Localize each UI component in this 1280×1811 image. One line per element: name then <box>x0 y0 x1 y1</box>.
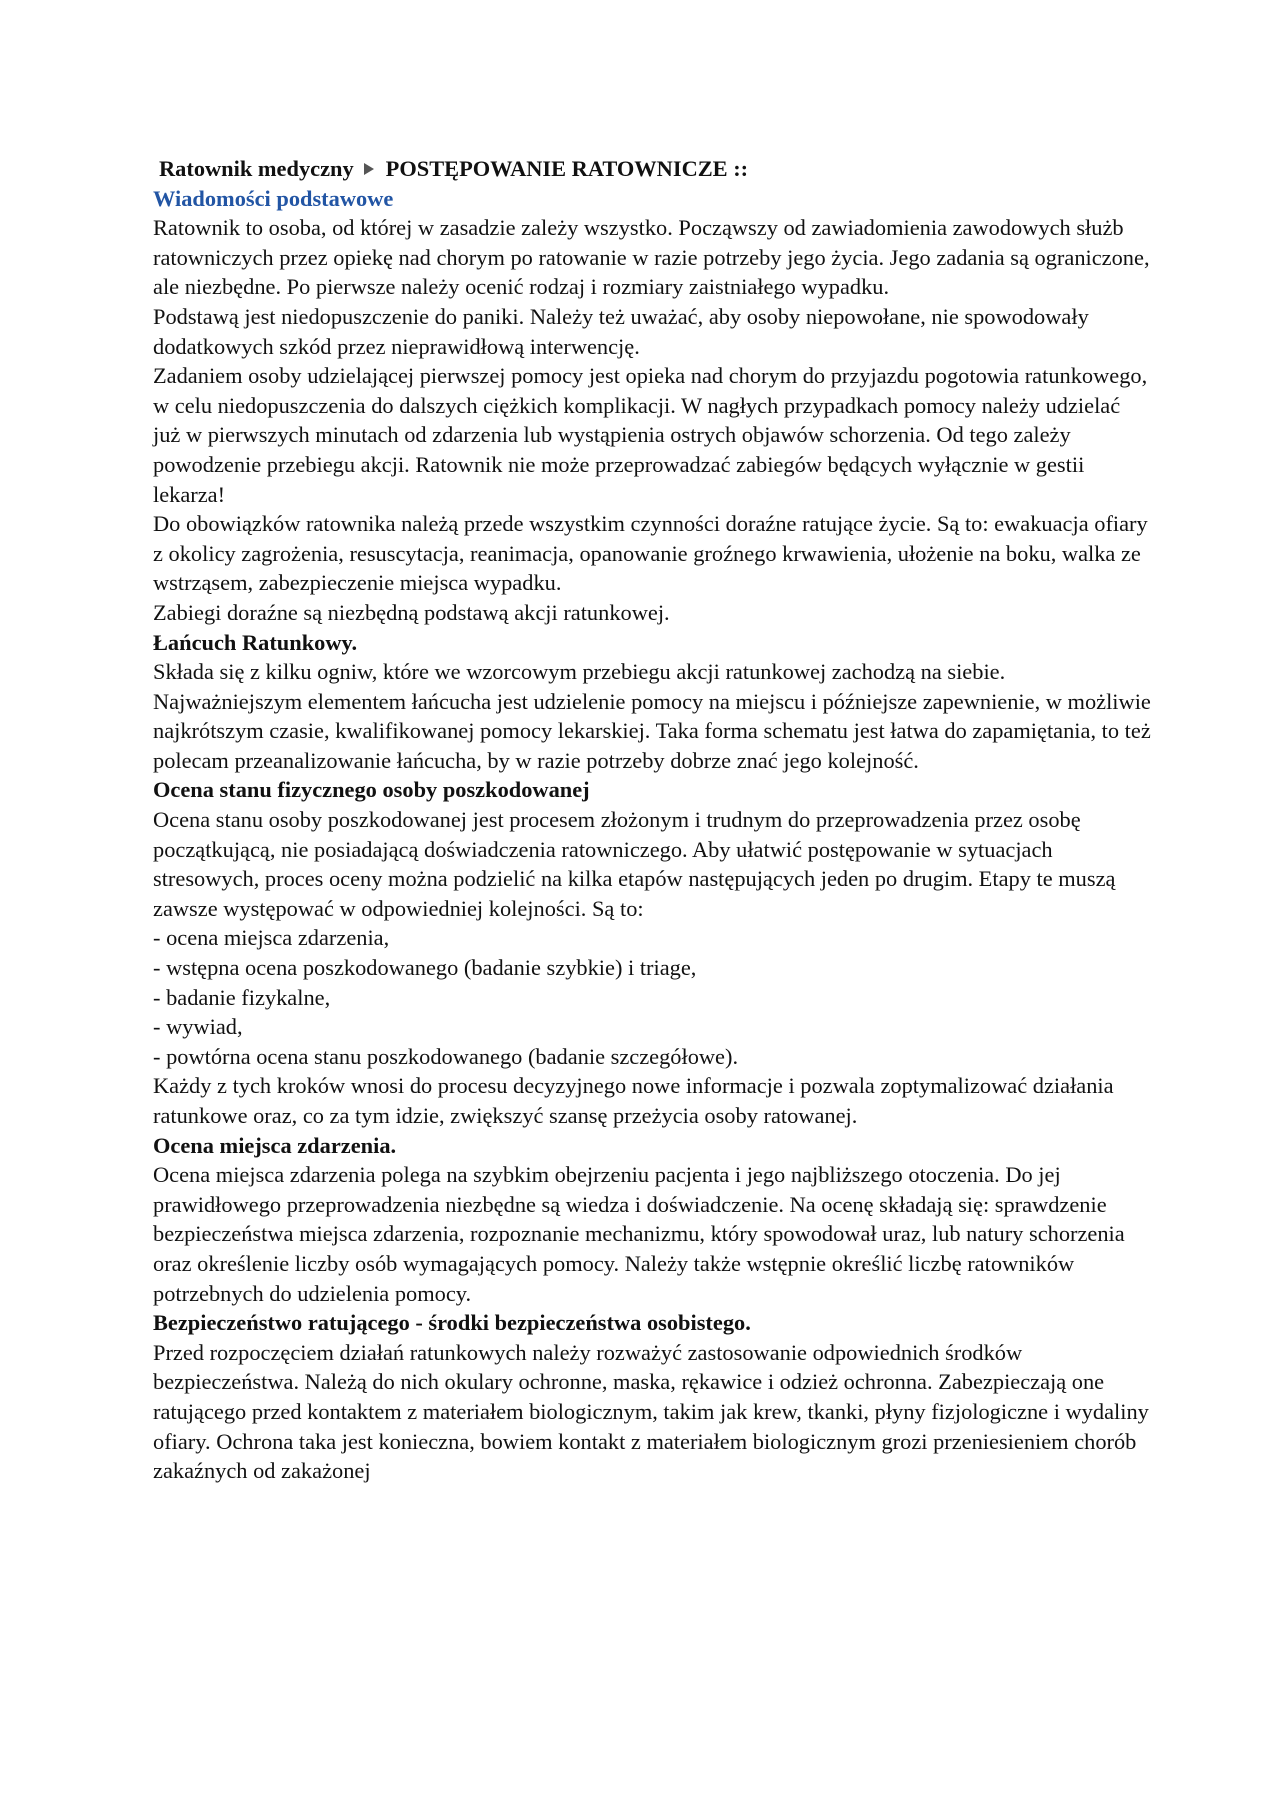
breadcrumb-section[interactable]: Ratownik medyczny <box>159 156 354 181</box>
paragraph-duties: Do obowiązków ratownika należą przede wszystkim czynności doraźne ratujące życie. Są to: ewakuacja ofiary z okolicy zagrożenia, resuscytacja, reanimacja, opanowanie groźnego krwawienia, ułożenie na boku, walka ze wstrząsem, zabezpieczenie miejsca wypadku. <box>153 511 1148 596</box>
paragraph-scene: Ocena miejsca zdarzenia polega na szybkim obejrzeniu pacjenta i jego najbliższego otoczenia. Do jej prawidłowego przeprowadzenia niezbędne są wiedza i doświadczenie. Na ocenę składają się: sprawdzenie bezpieczeństwa miejsca zdarzenia, rozpoznanie mechanizmu, który spowodował uraz, lub natury schorzenia oraz określenie liczby osób wymagających pomocy. Należy także wstępnie określić liczbę ratowników potrzebnych do udzielenia pomocy. <box>153 1162 1125 1306</box>
document-page <box>153 154 1153 1486</box>
heading-scene: Ocena miejsca zdarzenia. <box>153 1132 397 1158</box>
breadcrumb <box>153 154 1153 184</box>
triangle-right-icon <box>364 163 374 175</box>
list-item: - powtórna ocena stanu poszkodowanego (badanie szczegółowe). <box>153 1042 1153 1072</box>
heading-assessment: Ocena stanu fizycznego osoby poszkodowanej <box>153 777 590 803</box>
list-item: - ocena miejsca zdarzenia, <box>153 923 1153 953</box>
heading-safety: Bezpieczeństwo ratującego - środki bezpieczeństwa osobistego. <box>153 1310 751 1336</box>
paragraph-intro: Ratownik to osoba, od której w zasadzie zależy wszystko. Począwszy od zawiadomienia zawodowych służb ratowniczych przez opiekę nad chorym po ratowanie w razie potrzeby jego życia. Jego zadania są ograniczone, ale niezbędne. Po pierwsze należy ocenić rodzaj i rozmiary zaistniałego wypadku. <box>153 215 1150 300</box>
paragraph-chain: Składa się z kilku ogniw, które we wzorcowym przebiegu akcji ratunkowej zachodzą na siebie. Najważniejszym elementem łańcucha jest udzielenie pomocy na miejscu i późniejsze zapewnienie, w możliwie najkrótszym czasie, kwalifikowanej pomocy lekarskiej. Taka forma schematu jest łatwa do zapamiętania, to też polecam przeanalizowanie łańcucha, by w razie potrzeby dobrze znać jego kolejność. <box>153 659 1151 773</box>
paragraph-assessment: Ocena stanu osoby poszkodowanej jest procesem złożonym i trudnym do przeprowadzenia przez osobę początkującą, nie posiadającą doświadczenia ratowniczego. Aby ułatwić postępowanie w sytuacjach stresowych, proces oceny można podzielić na kilka etapów następujących jeden po drugim. Etapy te muszą zawsze występować w odpowiedniej kolejności. Są to: <box>153 807 1116 921</box>
breadcrumb-page: POSTĘPOWANIE RATOWNICZE :: <box>385 156 749 181</box>
list-item: - wywiad, <box>153 1012 1153 1042</box>
list-item: - wstępna ocena poszkodowanego (badanie szybkie) i triage, <box>153 953 1153 983</box>
paragraph-task: Zadaniem osoby udzielającej pierwszej pomocy jest opieka nad chorym do przyjazdu pogotowia ratunkowego, w celu niedopuszczenia do dalszych ciężkich komplikacji. W nagłych przypadkach pomocy należy udzielać już w pierwszych minutach od zdarzenia lub wystąpienia ostrych objawów schorzenia. Od tego zależy powodzenie przebiegu akcji. Ratownik nie może przeprowadzać zabiegów będących wyłącznie w gestii lekarza! <box>153 363 1148 507</box>
paragraph-safety: Przed rozpoczęciem działań ratunkowych należy rozważyć zastosowanie odpowiednich środków bezpieczeństwa. Należą do nich okulary ochronne, maska, rękawice i odzież ochronna. Zabezpieczają one ratującego przed kontaktem z materiałem biologicznym, takim jak krew, tkanki, płyny fizjologiczne i wydaliny ofiary. Ochrona taka jest konieczna, bowiem kontakt z materiałem biologicznym grozi przeniesieniem chorób zakaźnych od zakażonej <box>153 1339 1149 1484</box>
paragraph-assessment-closing: Każdy z tych kroków wnosi do procesu decyzyjnego nowe informacje i pozwala zoptymalizować działania ratunkowe oraz, co za tym idzie, zwiększyć szansę przeżycia osoby ratowanej. <box>153 1073 1114 1128</box>
list-item: - badanie fizykalne, <box>153 983 1153 1013</box>
paragraph-basis: Zabiegi doraźne są niezbędną podstawą akcji ratunkowej. <box>153 599 670 625</box>
paragraph-panic: Podstawą jest niedopuszczenie do paniki. Należy też uważać, aby osoby niepowołane, nie spowodowały dodatkowych szkód przez nieprawidłową interwencję. <box>153 303 1089 359</box>
section-subtitle[interactable]: Wiadomości podstawowe <box>153 185 394 211</box>
heading-chain: Łańcuch Ratunkowy. <box>153 629 358 655</box>
assessment-steps-list <box>153 923 1153 1071</box>
